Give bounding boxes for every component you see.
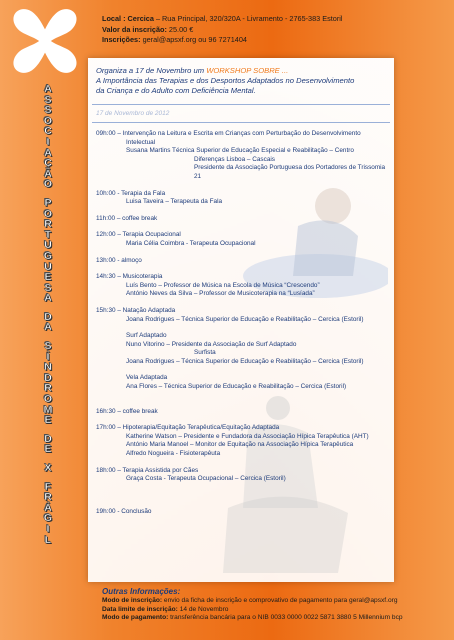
schedule-spacer: [96, 324, 388, 332]
schedule-line: Vela Adaptada: [126, 374, 168, 382]
valor-value: 25.00 €: [168, 24, 194, 34]
schedule-line: 09h:00 – Intervenção na Leitura e Escrita em Crianças com Perturbação do Desenvolvimento: [96, 130, 361, 137]
header-line2: A Importância das Terapias e dos Desportos Adaptados no Desenvolvimento: [96, 76, 355, 85]
schedule-line: António Neves da Silva – Professor de Musicoterapia na “Lusíada”: [126, 290, 315, 298]
schedule-spacer: [96, 484, 388, 492]
header-line3: da Criança e do Adulto com Deficiência Mental.: [96, 86, 256, 95]
schedule-line: Maria Célia Coimbra - Terapeuta Ocupacional: [126, 239, 256, 247]
other-info-title: Outras Informações:: [102, 587, 181, 596]
schedule-line: Joana Rodrigues – Técnica Superior de Educação e Reabilitação – Cercica (Estoril): [126, 315, 364, 323]
modo-value: envio da ficha de inscrição e comprovativo de pagamento para geral@apsxf.org: [162, 597, 398, 604]
schedule-line: 16h:30 – coffee break: [96, 407, 158, 415]
schedule-spacer: [96, 400, 388, 408]
schedule-line: Diferenças Lisboa – Cascais: [194, 155, 275, 163]
schedule-line: Surf Adaptado: [126, 332, 167, 340]
inscricoes-label: Inscrições:: [102, 35, 141, 44]
vertical-word: D E: [44, 432, 52, 456]
modo-label: Modo de inscrição:: [102, 597, 163, 604]
schedule-line: 17h:00 – Hipoterapia/Equitação Terapêutica/Equitação Adaptada: [96, 424, 280, 432]
event-info: [102, 14, 343, 46]
valor-label: Valor da inscrição:: [102, 24, 167, 34]
divider: [92, 104, 390, 105]
schedule-spacer: [96, 182, 388, 190]
schedule-spacer: [96, 223, 388, 231]
schedule-line: António Maria Manoel – Monitor de Equitação na Associação Hípica Terapêutica: [126, 441, 354, 449]
header-line1: Organiza a 17 de Novembro um: [96, 66, 205, 75]
local-value: – Rua Principal, 320/320A - Livramento - 2765-383 Estoril: [155, 14, 343, 23]
schedule-line: Joana Rodrigues – Técnica Superior de Educação e Reabilitação – Cercica (Estoril): [126, 357, 364, 365]
vertical-word: X: [44, 462, 52, 474]
schedule-line: 21: [194, 172, 202, 180]
schedule: [96, 130, 388, 516]
schedule-line: 14h:30 – Musicoterapia: [96, 273, 163, 281]
inscricoes-value: geral@apsxf.org ou 96 7271404: [142, 35, 247, 44]
schedule-line: Nuno Vitorino – Presidente da Associação de Surf Adaptado: [126, 340, 297, 348]
schedule-spacer: [96, 492, 388, 500]
schedule-spacer: [96, 265, 388, 273]
schedule-line: 12h:00 – Terapia Ocupacional: [96, 231, 181, 239]
other-info: [102, 586, 403, 623]
vertical-word: P O R T U G U E S A: [43, 196, 53, 305]
schedule-line: Katherine Watson – Presidente e Fundadora da Associação Hípica Terapêutica (AHT): [126, 432, 369, 440]
schedule-line: 11h:00 – coffee break: [96, 214, 158, 222]
pagamento-label: Modo de pagamento:: [102, 614, 169, 622]
schedule-line: 15h:30 – Natação Adaptada: [96, 306, 176, 314]
event-date: 17 de Novembro de 2012: [96, 110, 170, 117]
schedule-spacer: [96, 207, 388, 215]
schedule-line: Luís Bento – Professor de Música na Escola de Música “Crescendo”: [126, 281, 320, 289]
schedule-line: Ana Flores – Técnica Superior de Educação e Reabilitação – Cercica (Estoril): [126, 383, 347, 391]
schedule-spacer: [96, 249, 388, 257]
schedule-spacer: [96, 392, 388, 400]
association-vertical-name: [38, 84, 58, 553]
schedule-line: Susana Martins Técnica Superior de Educação Especial e Reabilitação – Centro: [126, 147, 354, 155]
schedule-spacer: [96, 459, 388, 467]
schedule-line: Intelectual: [126, 138, 156, 146]
program-panel: [88, 58, 394, 582]
vertical-word: A S S O C I A Ç Ã O: [43, 83, 53, 191]
schedule-spacer: [96, 366, 388, 374]
schedule-line: Alfredo Nogueira - Fisioterapêuta: [126, 450, 221, 458]
schedule-line: 19h:00 - Conclusão: [96, 507, 152, 515]
schedule-line: 18h:00 – Terapia Assistida por Cães: [96, 466, 199, 474]
schedule-spacer: [96, 500, 388, 508]
workshop-header: [96, 66, 386, 96]
schedule-line: Surfista: [194, 349, 216, 357]
vertical-word: S Í N D R O M E: [43, 340, 53, 427]
vertical-word: F R Á G I L: [43, 480, 53, 546]
local-label: Local : Cercica: [102, 14, 154, 23]
schedule-line: 10h:00 - Terapia da Fala: [96, 189, 166, 197]
schedule-line: Presidente da Associação Portuguesa dos Portadores de Trissomia: [194, 164, 386, 172]
vertical-word: D A: [44, 310, 52, 334]
schedule-line: Luisa Taveira – Terapeuta da Fala: [126, 198, 223, 206]
schedule-spacer: [96, 299, 388, 307]
data-value: 14 de Novembro: [177, 605, 229, 613]
pagamento-value: transferência bancária para o NIB 0033 0000 0022 5871 3880 5 Millennium bcp: [168, 614, 403, 622]
divider: [92, 122, 390, 123]
x-logo: [6, 4, 84, 78]
schedule-line: 13h:00 - almoço: [96, 256, 142, 264]
schedule-line: Graça Costa - Terapeuta Ocupacional – Cercica (Estoril): [126, 475, 286, 483]
data-label: Data limite de inscrição:: [102, 605, 178, 613]
workshop-label: WORKSHOP SOBRE ...: [206, 66, 289, 75]
schedule-spacer: [96, 416, 388, 424]
